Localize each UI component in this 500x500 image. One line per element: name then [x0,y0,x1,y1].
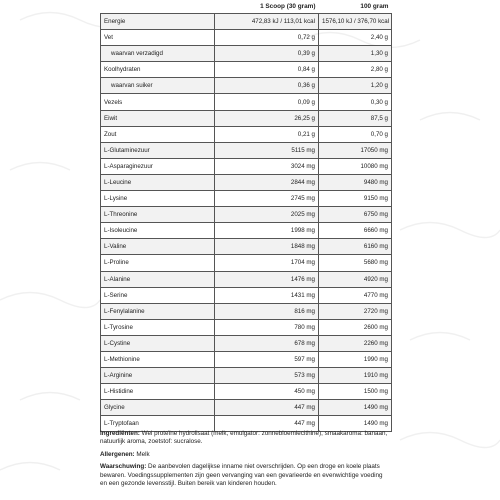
warning-label: Waarschuwing: [100,463,147,471]
value-per-scoop: 447 mg [215,400,319,416]
value-per-100g: 9150 mg [319,191,392,207]
nutrient-name: L-Tryptofaan [101,416,215,432]
allergens-section [100,451,391,459]
header-label [101,0,215,14]
table-row [101,46,392,62]
table-row [101,110,392,126]
nutrient-name: L-Proline [101,255,215,271]
table-row [101,271,392,287]
nutrient-name: L-Arginine [101,368,215,384]
value-per-scoop: 1431 mg [215,287,319,303]
warning-section [100,463,391,488]
value-per-100g: 2,80 g [319,62,392,78]
table-row [101,207,392,223]
value-per-scoop: 3024 mg [215,158,319,174]
value-per-100g: 1990 mg [319,351,392,367]
table-row [101,400,392,416]
nutrient-name: L-Serine [101,287,215,303]
value-per-100g: 2720 mg [319,303,392,319]
nutrient-name: L-Tyrosine [101,319,215,335]
nutrition-table-body [101,14,392,432]
ingredients-label: Ingrediënten: [100,430,140,437]
value-per-scoop: 0,21 g [215,126,319,142]
nutrient-name: L-Threonine [101,207,215,223]
value-per-100g: 0,30 g [319,94,392,110]
value-per-scoop: 0,36 g [215,78,319,94]
table-row [101,351,392,367]
table-row [101,319,392,335]
value-per-100g: 1490 mg [319,416,392,432]
table-row [101,126,392,142]
value-per-scoop: 2844 mg [215,174,319,190]
nutrient-name: L-Leucine [101,174,215,190]
warning-text: De aanbevolen dagelijkse inname niet overschrijden. Op een droge en koele plaats bewaren. Voedingssupplementen zijn geen vervanging van een gevarieerde en evenwichtige voeding en een gezonde levensstijl. Buiten bereik van kinderen houden. [100,463,383,488]
value-per-100g: 6160 mg [319,239,392,255]
nutrient-name: Glycine [101,400,215,416]
value-per-scoop: 1998 mg [215,223,319,239]
value-per-100g: 2260 mg [319,335,392,351]
value-per-100g: 2,40 g [319,30,392,46]
value-per-scoop: 450 mg [215,384,319,400]
nutrient-name: L-Fenylalanine [101,303,215,319]
table-row [101,255,392,271]
value-per-100g: 1500 mg [319,384,392,400]
table-row [101,62,392,78]
nutrient-name: L-Valine [101,239,215,255]
nutrient-name: waarvan verzadigd [101,46,215,62]
table-row [101,303,392,319]
nutrient-name: waarvan suiker [101,78,215,94]
table-row [101,287,392,303]
nutrient-name: L-Histidine [101,384,215,400]
ingredients-text: Wei proteïne hydrolisaat (melk, emulgator: zonnebloemlecithine), smaakaroma: banaan, natuurlijk aroma, zoetstof: sucralose. [100,430,388,446]
table-row [101,30,392,46]
value-per-scoop: 816 mg [215,303,319,319]
value-per-scoop: 2025 mg [215,207,319,223]
value-per-scoop: 1476 mg [215,271,319,287]
nutrition-table [100,0,392,432]
table-row [101,142,392,158]
table-row [101,158,392,174]
table-row [101,191,392,207]
table-row [101,14,392,30]
table-row [101,335,392,351]
header-per-scoop: 1 Scoop (30 gram) [215,0,319,14]
nutrient-name: Zout [101,126,215,142]
value-per-scoop: 678 mg [215,335,319,351]
value-per-scoop: 597 mg [215,351,319,367]
table-row [101,223,392,239]
nutrient-name: L-Alanine [101,271,215,287]
value-per-scoop: 573 mg [215,368,319,384]
value-per-scoop: 472,83 kJ / 113,01 kcal [215,14,319,30]
value-per-scoop: 26,25 g [215,110,319,126]
nutrient-name: L-Lysine [101,191,215,207]
nutrient-name: L-Isoleucine [101,223,215,239]
nutrient-name: L-Cystine [101,335,215,351]
value-per-scoop: 1704 mg [215,255,319,271]
value-per-100g: 10080 mg [319,158,392,174]
value-per-scoop: 447 mg [215,416,319,432]
table-row [101,78,392,94]
table-row [101,174,392,190]
nutrient-name: Koolhydraten [101,62,215,78]
nutrient-name: L-Methionine [101,351,215,367]
header-per-100g: 100 gram [319,0,392,14]
table-row [101,94,392,110]
value-per-scoop: 1848 mg [215,239,319,255]
value-per-100g: 5680 mg [319,255,392,271]
table-row [101,239,392,255]
allergens-label: Allergenen: [100,450,135,458]
nutrient-name: Energie [101,14,215,30]
value-per-100g: 87,5 g [319,110,392,126]
allergens-text: Melk [134,450,150,458]
table-row [101,368,392,384]
ingredients-section [100,430,391,447]
value-per-100g: 1,30 g [319,46,392,62]
value-per-100g: 1,20 g [319,78,392,94]
value-per-100g: 0,70 g [319,126,392,142]
value-per-100g: 1490 mg [319,400,392,416]
product-info [100,430,391,492]
value-per-100g: 4920 mg [319,271,392,287]
value-per-100g: 2600 mg [319,319,392,335]
value-per-scoop: 780 mg [215,319,319,335]
value-per-100g: 1910 mg [319,368,392,384]
nutrient-name: Vet [101,30,215,46]
nutrient-name: L-Glutaminezuur [101,142,215,158]
value-per-scoop: 0,72 g [215,30,319,46]
value-per-scoop: 0,09 g [215,94,319,110]
table-header-row [101,0,392,14]
value-per-100g: 6750 mg [319,207,392,223]
nutrient-name: Eiwit [101,110,215,126]
value-per-100g: 6660 mg [319,223,392,239]
nutrient-name: Vezels [101,94,215,110]
value-per-scoop: 2745 mg [215,191,319,207]
table-row [101,384,392,400]
value-per-100g: 17050 mg [319,142,392,158]
nutrient-name: L-Asparaginezuur [101,158,215,174]
value-per-scoop: 0,84 g [215,62,319,78]
value-per-scoop: 5115 mg [215,142,319,158]
value-per-100g: 1576,10 kJ / 376,70 kcal [319,14,392,30]
value-per-100g: 9480 mg [319,174,392,190]
value-per-scoop: 0,39 g [215,46,319,62]
value-per-100g: 4770 mg [319,287,392,303]
